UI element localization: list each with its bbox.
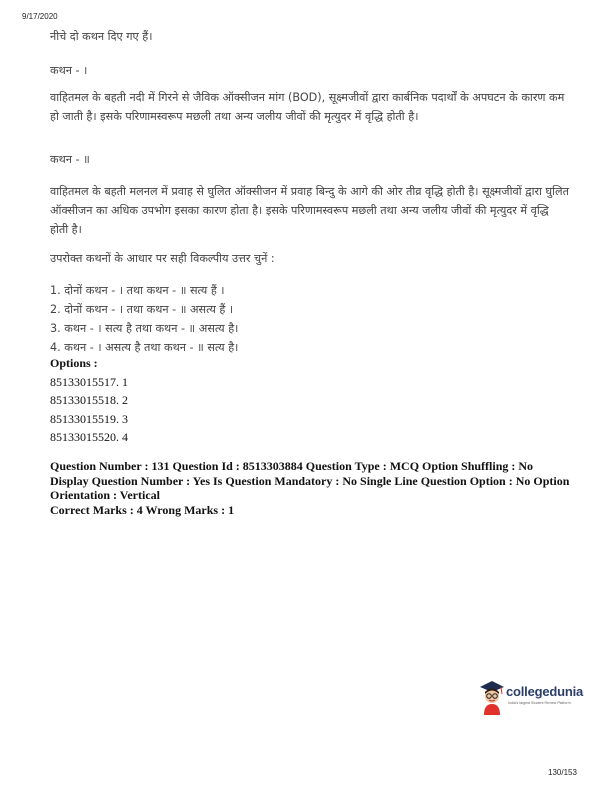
answer-choice: 4. कथन - । असत्य है तथा कथन - ॥ सत्य है। <box>50 341 239 354</box>
option-id: 85133015517. 1 <box>50 374 128 389</box>
logo-wordmark: collegedunia <box>506 684 584 699</box>
option-id: 85133015518. 2 <box>50 393 128 407</box>
logo-tagline: India's largest Student Review Platform <box>508 701 571 705</box>
metadata-line: Display Question Number : Yes Is Question Mandatory : No Single Line Question Option : No Option <box>50 473 570 488</box>
option-id: 85133015519. 3 <box>50 411 128 426</box>
options-label: Options : <box>50 356 98 370</box>
answer-choices <box>50 281 238 357</box>
question-metadata <box>50 459 590 517</box>
statement2-text: वाहितमल के बहती मलनल में प्रवाह से घुलित ऑक्सीजन में प्रवाह बिन्दु के आगे की ओर तीव्र वृद्धि होती है। सूक्ष्मजीवों द्वारा घुलित ऑक्सीजन का अधिक उपभोग इसका कारण होता है। इसके परिणामस्वरूप मछली तथा अन्य जलीय जीवों की मृत्युदर में वृद्धि होती है। <box>50 185 570 236</box>
option-id: 85133015520. 4 <box>50 430 128 444</box>
statement2-label: कथन - ॥ <box>50 153 90 166</box>
print-date: 9/17/2020 <box>22 12 58 21</box>
page-number: 130/153 <box>548 768 577 777</box>
metadata-line: Correct Marks : 4 Wrong Marks : 1 <box>50 502 235 517</box>
statement1-text: वाहितमल के बहती नदी में गिरने से जैविक ऑक्सीजन मांग (BOD), सूक्ष्मजीवों द्वारा कार्बनिक पदार्थों के अपघटन के कारण कम हो जाती है। इसके परिणामस्वरूप मछली तथा अन्य जलीय जीवों की मृत्युदर में वृद्धि होती है। <box>50 91 565 123</box>
answer-choice: 1. दोनों कथन - । तथा कथन - ॥ सत्य हैं । <box>50 284 225 297</box>
question-intro: नीचे दो कथन दिए गए हैं। <box>50 30 153 43</box>
statement1-label: कथन - । <box>50 64 88 77</box>
question-prompt: उपरोक्त कथनों के आधार पर सही विकल्पीय उत्तर चुनें : <box>50 252 275 265</box>
metadata-line: Orientation : Vertical <box>50 488 160 502</box>
options-list <box>50 354 128 447</box>
answer-choice: 2. दोनों कथन - । तथा कथन - ॥ असत्य हैं । <box>50 303 234 316</box>
metadata-line: Question Number : 131 Question Id : 8513303884 Question Type : MCQ Option Shuffling : No <box>50 459 534 473</box>
collegedunia-logo <box>478 681 584 715</box>
answer-choice: 3. कथन - । सत्य है तथा कथन - ॥ असत्य है। <box>50 322 239 335</box>
mascot-icon <box>478 681 506 715</box>
